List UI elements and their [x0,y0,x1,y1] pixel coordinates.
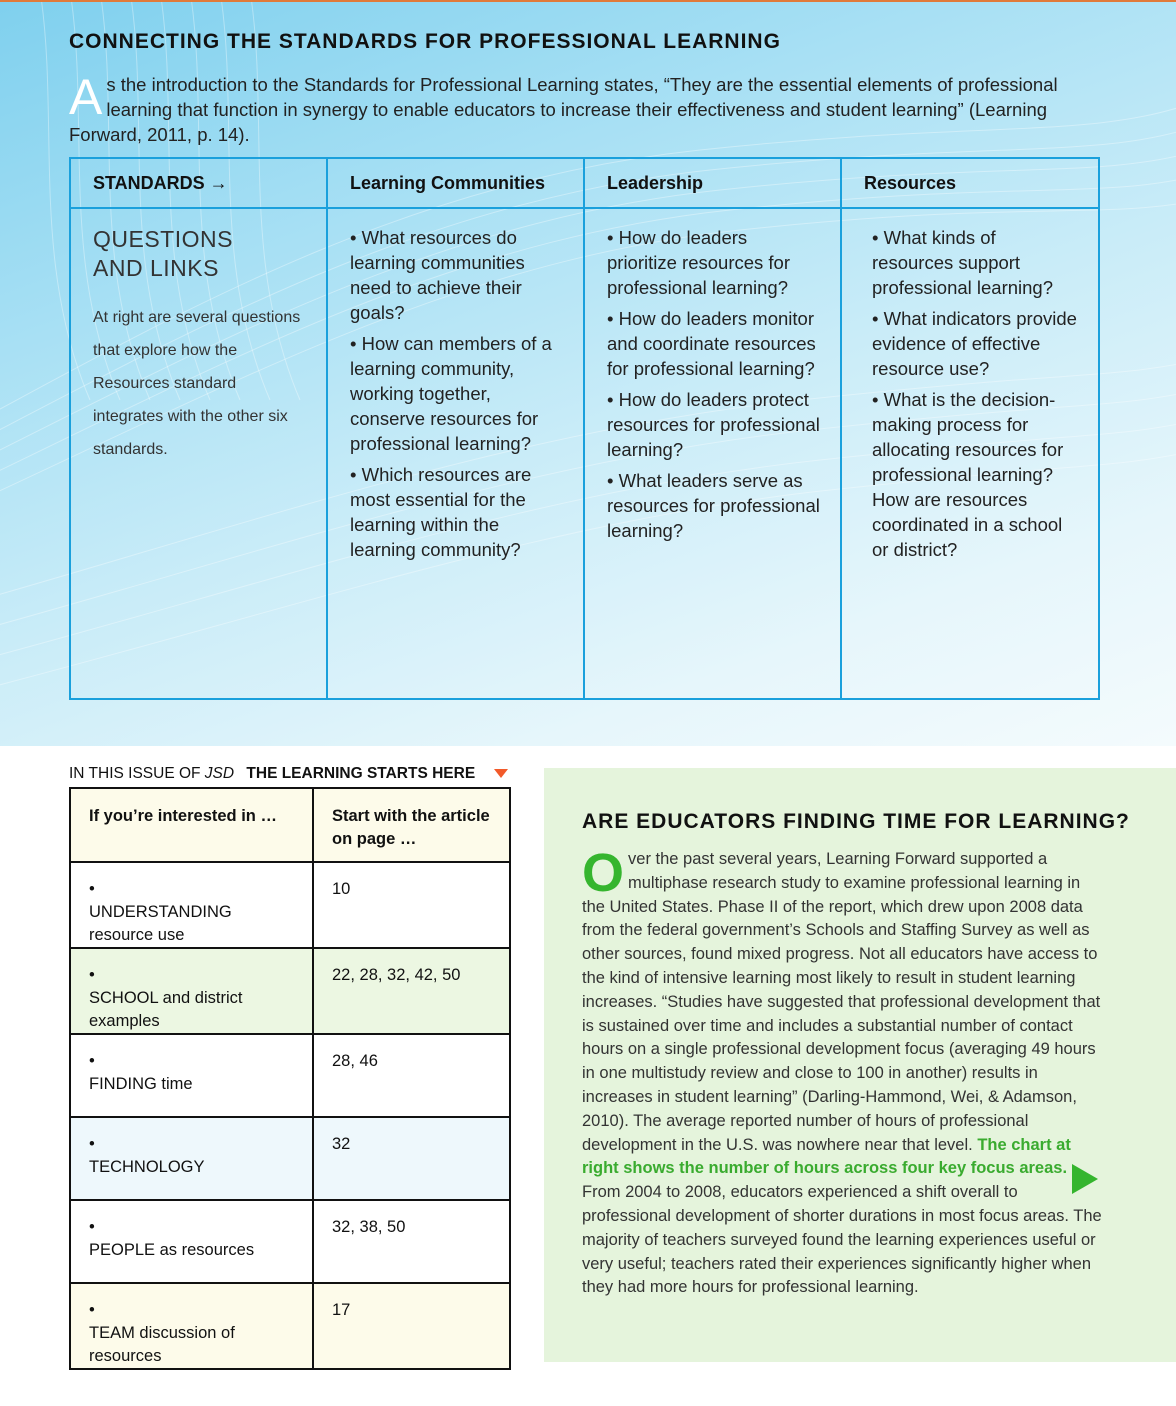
sidebar-title: ARE EDUCATORS FINDING TIME FOR LEARNING? [582,810,1130,833]
question-item: • How do leaders monitor and coordinate resources for professional learning? [607,308,816,379]
table-row: •SCHOOL and district examples 22, 28, 32, 42, 50 [70,948,510,1034]
question-item: • What leaders serve as resources for professional learning? [607,470,820,541]
page-ref: 32 [313,1117,510,1200]
col-header-interest: If you’re interested in … [70,788,313,862]
sidebar-body-part1: ver the past several years, Learning Forward supported a multiphase research study to examine professional learning in the United States. Phase II of the report, which drew upon 2008 data from the federal government’s Schools and Staffing Survey as well as other sources, found mixed progress. Not all educators have access to the kind of intensive learning most likely to result in student learning increases. “Studies have suggested that professional development that is sustained over time and includes a substantial number of contact hours on a single professional development focus (averaging 49 hours in one multistudy review and close to 100 in another) results in increases in student learning” (Darling-Hammond, Wei, & Adamson, 2010). The average reported number of hours of professional development in the U.S. was nowhere near that level. [582,850,1101,1154]
page-title: CONNECTING THE STANDARDS FOR PROFESSIONAL LEARNING [69,30,781,53]
topic-text: SCHOOL and district examples [89,989,243,1030]
topic-text: FINDING time [89,1075,193,1093]
triangle-down-icon [494,769,508,778]
questions-and-links-description: At right are several questions that explore how the Resources standard integrates with the other six standards. [93,309,301,458]
play-arrow-icon [1072,1164,1098,1194]
page-ref: 28, 46 [313,1034,510,1117]
header-resources: Resources [842,159,1098,209]
leadership-cell [585,209,842,698]
question-item: • What is the decision-making process for allocating resources for professional learning? How are resources coordinated in a school or district? [872,389,1064,560]
table-row: •TECHNOLOGY 32 [70,1117,510,1200]
issue-label-bold: THE LEARNING STARTS HERE [246,765,476,782]
question-item: • What indicators provide evidence of effective resource use? [872,308,1077,379]
journal-name: JSD [204,765,235,782]
issue-label: IN THIS ISSUE OF JSD THE LEARNING STARTS HERE [69,765,508,783]
intro-text: s the introduction to the Standards for Professional Learning states, “They are the essential elements of professional learning that function in synergy to enable educators to increase their effectiveness and student learning” (Learning Forward, 2011, p. 14). [69,74,1058,145]
topic-text: TEAM discussion of resources [89,1324,235,1365]
top-rule [0,0,1176,2]
header-leadership: Leadership [585,159,842,209]
question-item: • Which resources are most essential for the learning within the learning community? [350,464,532,560]
intro-paragraph [69,69,1069,147]
header-standards: STANDARDS → [71,159,328,209]
page-ref: 32, 38, 50 [313,1200,510,1283]
questions-and-links-cell [71,209,328,698]
issue-table [69,787,511,1370]
questions-and-links-title: QUESTIONS AND LINKS [93,226,233,281]
page-ref: 17 [313,1283,510,1369]
question-item: • How can members of a learning community, working together, conserve resources for professional learning? [350,333,552,454]
page-ref: 22, 28, 32, 42, 50 [313,948,510,1034]
standards-table [69,157,1100,700]
question-item: • How do leaders protect resources for professional learning? [607,389,820,460]
topic-text: UNDERSTANDING resource use [89,903,232,944]
header-learning-communities: Learning Communities [328,159,585,209]
table-row: •PEOPLE as resources 32, 38, 50 [70,1200,510,1283]
topic-text: PEOPLE as resources [89,1241,255,1259]
col-header-page: Start with the article on page … [313,788,510,862]
sidebar-highlight: The chart at right shows the number of hours across four key focus areas. [582,1135,1071,1178]
table-row: •TEAM discussion of resources 17 [70,1283,510,1369]
sidebar-box [544,768,1176,1362]
learning-communities-cell [328,209,585,698]
table-row: •FINDING time 28, 46 [70,1034,510,1117]
sidebar-body [582,843,1106,1300]
sidebar-dropcap: O [582,843,625,903]
intro-dropcap: A [69,69,103,125]
question-item: • What resources do learning communities need to achieve their goals? [350,227,525,323]
table-row: •UNDERSTANDING resource use 10 [70,862,510,948]
sidebar-body-part2: From 2004 to 2008, educators experienced a shift overall to professional development of shorter durations in most focus areas. The majority of teachers surveyed found the learning experiences useful or very useful; teachers rated their experiences significantly higher when they had more hours for professional learning. [582,1183,1102,1297]
topic-text: TECHNOLOGY [89,1158,205,1176]
page-ref: 10 [313,862,510,948]
resources-cell [842,209,1098,698]
question-item: • What kinds of resources support professional learning? [872,227,1054,298]
question-item: • How do leaders prioritize resources for professional learning? [607,227,791,298]
